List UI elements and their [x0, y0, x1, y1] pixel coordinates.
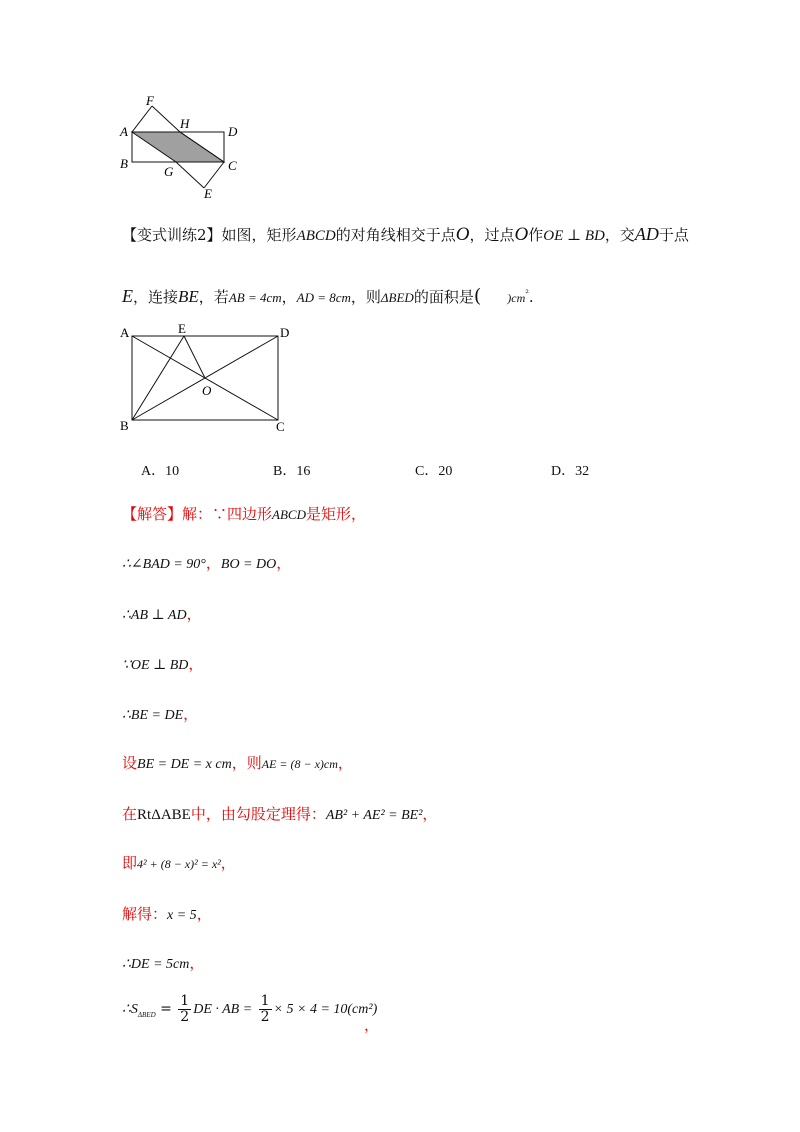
- comma: ，: [205, 554, 221, 572]
- solution-step-10-comma: ，: [364, 1016, 380, 1034]
- label-d: D: [228, 124, 238, 139]
- solution-intro: [122, 503, 366, 524]
- text: ，: [281, 288, 297, 306]
- solution-step-1: [122, 552, 291, 573]
- math-ad: AD: [634, 224, 659, 244]
- math: ∴S: [122, 1002, 138, 1018]
- math: x = 5: [167, 908, 197, 923]
- text: 在: [122, 805, 138, 823]
- math: AB² + AE² = BE²: [325, 808, 423, 823]
- comma: ，: [189, 954, 205, 972]
- math: ∵OE ⊥ BD: [122, 658, 189, 673]
- label-a: A: [120, 325, 130, 340]
- math: BO = DO: [220, 557, 277, 572]
- comma: ，: [337, 754, 353, 772]
- solution-step-6: [122, 803, 437, 824]
- text: 中，由勾股定理得：: [190, 805, 326, 823]
- comma: ，: [196, 905, 212, 923]
- comma: ，: [220, 854, 236, 872]
- solution-step-7: [122, 852, 236, 873]
- text: ，连接: [133, 288, 179, 306]
- equals: =: [160, 1001, 172, 1018]
- text: 的对角线相交于点: [335, 226, 456, 244]
- option-d[interactable]: D．32: [551, 464, 590, 479]
- comma: ，: [188, 655, 204, 673]
- text: 于点: [658, 226, 689, 244]
- math: ∴AB ⊥ AD: [122, 608, 187, 623]
- figure-1-lines: [132, 106, 224, 188]
- text: 是矩形，: [305, 505, 366, 523]
- comma: ，: [183, 705, 199, 723]
- text: 即: [122, 854, 138, 872]
- problem-line-1: [122, 224, 689, 246]
- label-f: F: [146, 93, 154, 108]
- math-e: E: [122, 286, 133, 306]
- label-h: H: [180, 116, 190, 131]
- text: 设: [122, 754, 138, 772]
- text: 的面积是: [413, 288, 474, 306]
- comma: ，: [186, 605, 202, 623]
- math-o: O: [455, 224, 470, 245]
- label-g: G: [164, 164, 174, 179]
- label-o: O: [202, 383, 212, 398]
- figure-2: [116, 320, 296, 438]
- label-d: D: [280, 325, 290, 340]
- math-ab: AB = 4cm: [228, 290, 282, 305]
- math: ∴DE = 5cm: [122, 957, 190, 972]
- text: 解：∵四边形: [182, 505, 273, 523]
- math-ad-val: AD = 8cm: [296, 290, 351, 305]
- option-a[interactable]: A．10: [141, 464, 180, 479]
- text: ，则: [350, 288, 381, 306]
- solution-step-2: [122, 603, 202, 624]
- unit-sup: ²: [525, 289, 529, 299]
- text: 如图，矩形: [221, 226, 297, 244]
- denominator: 2: [180, 1008, 190, 1025]
- text: .: [528, 288, 534, 306]
- math: DE · AB =: [193, 1002, 253, 1018]
- label-c: C: [276, 419, 285, 434]
- label-a: A: [120, 124, 128, 139]
- math: × 5 × 4 = 10(cm²): [273, 1002, 378, 1018]
- problem-tag: 【变式训练2】: [122, 226, 222, 244]
- sub-bed: ΔBED: [137, 1010, 156, 1019]
- math: AE = (8 − x)cm: [261, 757, 338, 771]
- math: ∴BE = DE: [122, 708, 184, 723]
- numerator: 1: [180, 993, 190, 1009]
- rt-triangle: RtΔABE: [137, 807, 191, 823]
- math: BE = DE = x cm: [137, 757, 232, 772]
- shaded-parallelogram: [132, 132, 224, 162]
- math: ∴∠BAD = 90°: [122, 557, 206, 572]
- text: 解得：: [122, 905, 168, 923]
- solution-step-9: [122, 952, 204, 973]
- text: 作: [528, 226, 544, 244]
- text: ，若: [198, 288, 229, 306]
- numerator: 1: [260, 993, 270, 1009]
- math-abcd: ABCD: [296, 228, 336, 244]
- math-bed: ΔBED: [380, 290, 414, 305]
- solution-step-8: [122, 903, 212, 924]
- comma: ，: [422, 805, 438, 823]
- math-abcd: ABCD: [272, 507, 306, 522]
- label-c: C: [228, 158, 237, 173]
- figure-1: [118, 92, 248, 200]
- math-o: O: [514, 224, 529, 245]
- math-oe-perp-bd: OE ⊥ BD: [543, 228, 605, 244]
- option-b[interactable]: B．16: [273, 464, 311, 479]
- label-e: E: [178, 321, 186, 336]
- option-c[interactable]: C．20: [415, 464, 453, 479]
- label-e: E: [204, 186, 212, 200]
- comma: ，: [276, 554, 292, 572]
- text: ，交: [604, 226, 635, 244]
- text: ，则: [231, 754, 262, 772]
- unit-cm: )cm: [507, 291, 526, 305]
- label-b: B: [120, 156, 128, 171]
- text: ，过点: [469, 226, 515, 244]
- math-be: BE: [178, 287, 199, 306]
- paren-open: (: [473, 285, 482, 307]
- label-b: B: [120, 418, 129, 433]
- figure-2-lines: [132, 336, 278, 420]
- problem-line-2: [122, 285, 534, 307]
- math: 4² + (8 − x)² = x²: [137, 857, 221, 871]
- denominator: 2: [260, 1008, 270, 1025]
- solution-step-5: [122, 752, 353, 773]
- solution-header: 【解答】: [122, 505, 183, 523]
- solution-step-3: [122, 653, 203, 674]
- solution-step-10: [122, 994, 377, 1024]
- solution-step-4: [122, 703, 198, 724]
- fraction-half: [178, 994, 191, 1024]
- fraction-half: [259, 994, 272, 1024]
